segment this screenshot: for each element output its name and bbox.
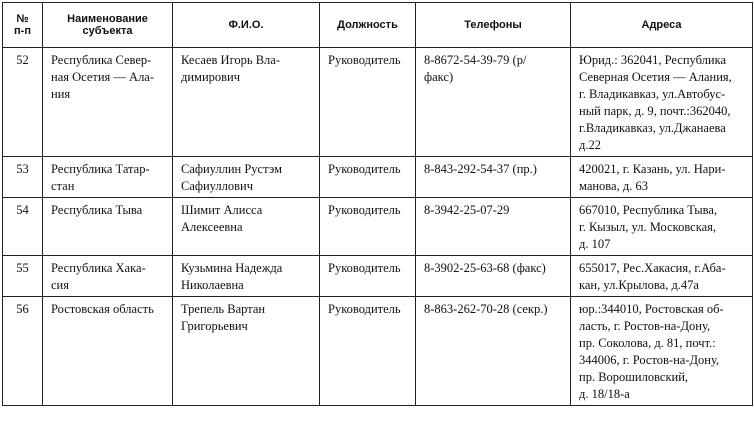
header-position: Должность [320, 3, 416, 48]
address: 667010, Республика Тыва, г. Кызыл, ул. Московская, д. 107 [571, 198, 753, 256]
phone: 8-3942-25-07-29 [416, 198, 571, 256]
person-name: Сафиуллин Рустэм Сафиуллович [173, 157, 320, 198]
header-phones: Телефоны [416, 3, 571, 48]
address: Юрид.: 362041, Республика Северная Осетия — Алания, г. Владикавказ, ул.Автобус- ный парк, д. 9, почт.:362040, г.Владикавказ, ул.Джанаева д.22 [571, 48, 753, 157]
address: юр.:344010, Ростовская об- ласть, г. Ростов-на-Дону, пр. Соколова, д. 81, почт.: 344006, г. Ростов-на-Дону, пр. Ворошиловский, д. 18/18-а [571, 297, 753, 406]
row-number: 56 [3, 297, 43, 406]
phone: 8-3902-25-63-68 (факс) [416, 256, 571, 297]
table-row [3, 198, 753, 256]
header-address: Адреса [571, 3, 753, 48]
subject-name: Республика Хака- сия [43, 256, 173, 297]
person-name: Трепель Вартан Григорьевич [173, 297, 320, 406]
row-number: 55 [3, 256, 43, 297]
row-number: 52 [3, 48, 43, 157]
position: Руководитель [320, 256, 416, 297]
position: Руководитель [320, 48, 416, 157]
address: 420021, г. Казань, ул. Нари- манова, д. 63 [571, 157, 753, 198]
phone: 8-843-292-54-37 (пр.) [416, 157, 571, 198]
table-row [3, 256, 753, 297]
person-name: Кузьмина Надежда Николаевна [173, 256, 320, 297]
position: Руководитель [320, 198, 416, 256]
subject-name: Ростовская область [43, 297, 173, 406]
header-num: № п-п [3, 3, 43, 48]
table-row [3, 297, 753, 406]
row-number: 54 [3, 198, 43, 256]
table-row [3, 157, 753, 198]
position: Руководитель [320, 297, 416, 406]
phone: 8-8672-54-39-79 (р/ факс) [416, 48, 571, 157]
header-row [3, 3, 753, 48]
address: 655017, Рес.Хакасия, г.Аба- кан, ул.Крылова, д.47а [571, 256, 753, 297]
header-fio: Ф.И.О. [173, 3, 320, 48]
subject-name: Республика Север- ная Осетия — Ала- ния [43, 48, 173, 157]
table-row [3, 48, 753, 157]
row-number: 53 [3, 157, 43, 198]
position: Руководитель [320, 157, 416, 198]
person-name: Шимит Алисса Алексеевна [173, 198, 320, 256]
subject-name: Республика Тыва [43, 198, 173, 256]
header-subject: Наименование субъекта [43, 3, 173, 48]
person-name: Кесаев Игорь Вла- димирович [173, 48, 320, 157]
subject-name: Республика Татар- стан [43, 157, 173, 198]
contacts-table [2, 2, 753, 406]
phone: 8-863-262-70-28 (секр.) [416, 297, 571, 406]
